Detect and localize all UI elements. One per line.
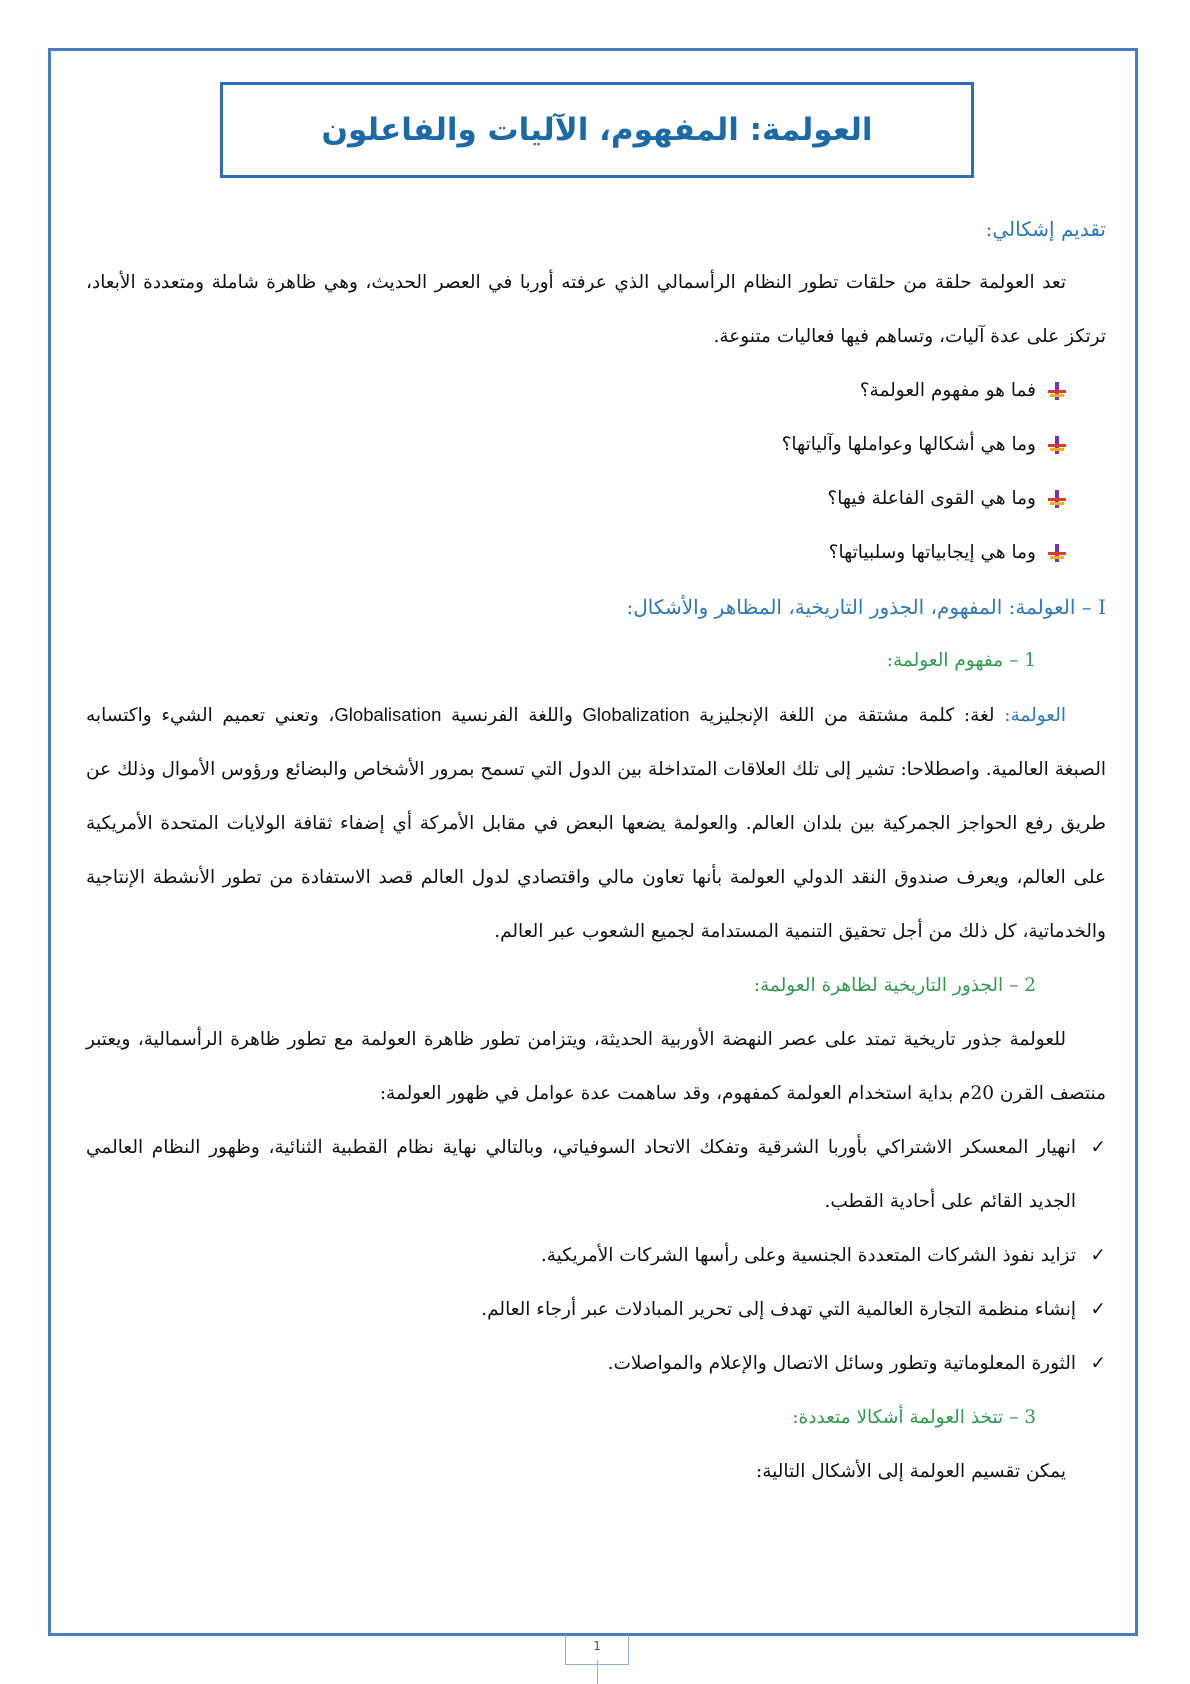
bullet-icon (1048, 490, 1066, 508)
bullet-icon (1048, 544, 1066, 562)
definition-text: لغة: كلمة مشتقة من اللغة الإنجليزية (689, 705, 1005, 726)
subsection-heading: 2 – الجذور التاريخية لظاهرة العولمة: (753, 975, 1036, 996)
bullet-icon (1048, 382, 1066, 400)
factor-item (86, 1283, 1106, 1337)
definition-paragraph (86, 688, 1106, 959)
factor-item (86, 1121, 1106, 1229)
forms-paragraph: يمكن تقسيم العولمة إلى الأشكال التالية: (755, 1461, 1066, 1482)
definition-text: واللغة الفرنسية (441, 705, 583, 726)
subsection-heading: 3 – تتخذ العولمة أشكالا متعددة: (792, 1407, 1036, 1428)
question-text: وما هي القوى الفاعلة فيها؟ (827, 488, 1036, 509)
question-list (86, 364, 1106, 580)
factor-item (86, 1337, 1106, 1391)
term-french: Globalisation (334, 704, 442, 725)
question-item (86, 526, 1106, 580)
definition-text: ، وتعني تعميم الشيء واكتسابه الصبغة العالمية. واصطلاحا: تشير إلى تلك العلاقات المتداخلة بين الدول التي تسمح بمرور الأشخاص والبضائع ورؤوس الأموال وذلك عن طريق رفع الحواجز الجمركية بين بلدان العالم. والعولمة يضعها البعض في مقابل الأمركة أي إضفاء ثقافة الولايات المتحدة الأمريكية على العالم، ويعرف صندوق النقد الدولي العولمة بأنها تعاون مالي واقتصادي لدول العالم قصد الاستفادة من تطور الأنشطة الإنتاجية والخدماتية، كل ذلك من أجل تحقيق التنمية المستدامة لجميع الشعوب عبر العالم. (86, 705, 1106, 942)
question-item (86, 472, 1106, 526)
question-item (86, 364, 1106, 418)
factor-text: تزايد نفوذ الشركات المتعددة الجنسية وعلى رأسها الشركات الأمريكية. (540, 1245, 1076, 1266)
section-heading: I – العولمة: المفهوم، الجذور التاريخية، المظاهر والأشكال: (626, 595, 1106, 619)
bullet-icon (1048, 436, 1066, 454)
factors-list (86, 1121, 1106, 1391)
question-item (86, 418, 1106, 472)
intro-paragraph: تعد العولمة حلقة من حلقات تطور النظام الرأسمالي الذي عرفته أوربا في العصر الحديث، وهي ظاهرة شاملة ومتعددة الأبعاد، ترتكز على عدة آليات، وتساهم فيها فعاليات متنوعة. (86, 272, 1106, 347)
document-body (86, 202, 1106, 1499)
question-text: وما هي أشكالها وعواملها وآلياتها؟ (781, 434, 1036, 455)
question-text: فما هو مفهوم العولمة؟ (859, 380, 1036, 401)
page-number: 1 (593, 1639, 601, 1653)
factor-item (86, 1229, 1106, 1283)
intro-heading: تقديم إشكالي: (985, 217, 1106, 241)
subsection-heading: 1 – مفهوم العولمة: (886, 650, 1036, 671)
checkmark-icon: ✓ (1090, 1137, 1106, 1158)
footer-connector (597, 1660, 598, 1684)
checkmark-icon: ✓ (1090, 1299, 1106, 1320)
factor-text: الثورة المعلوماتية وتطور وسائل الاتصال والإعلام والمواصلات. (607, 1353, 1076, 1374)
question-text: وما هي إيجابياتها وسلبياتها؟ (828, 542, 1036, 563)
factor-text: إنشاء منظمة التجارة العالمية التي تهدف إلى تحرير المبادلات عبر أرجاء العالم. (481, 1299, 1076, 1320)
roots-paragraph: للعولمة جذور تاريخية تمتد على عصر النهضة الأوربية الحديثة، ويتزامن تطور ظاهرة العولمة مع تطور ظاهرة الرأسمالية، ويعتبر منتصف القرن 20م بداية استخدام العولمة كمفهوم، وقد ساهمت عدة عوامل في ظهور العولمة: (86, 1029, 1106, 1104)
term-english: Globalization (582, 704, 690, 725)
page-title: العولمة: المفهوم، الآليات والفاعلون (321, 112, 873, 148)
definition-lead: العولمة: (1004, 705, 1066, 726)
factor-text: انهيار المعسكر الاشتراكي بأوربا الشرقية وتفكك الاتحاد السوفياتي، وبالتالي نهاية نظام القطبية الثنائية، وظهور النظام العالمي الجديد القائم على أحادية القطب. (86, 1137, 1076, 1212)
title-box (220, 82, 974, 178)
checkmark-icon: ✓ (1090, 1245, 1106, 1266)
checkmark-icon: ✓ (1090, 1353, 1106, 1374)
